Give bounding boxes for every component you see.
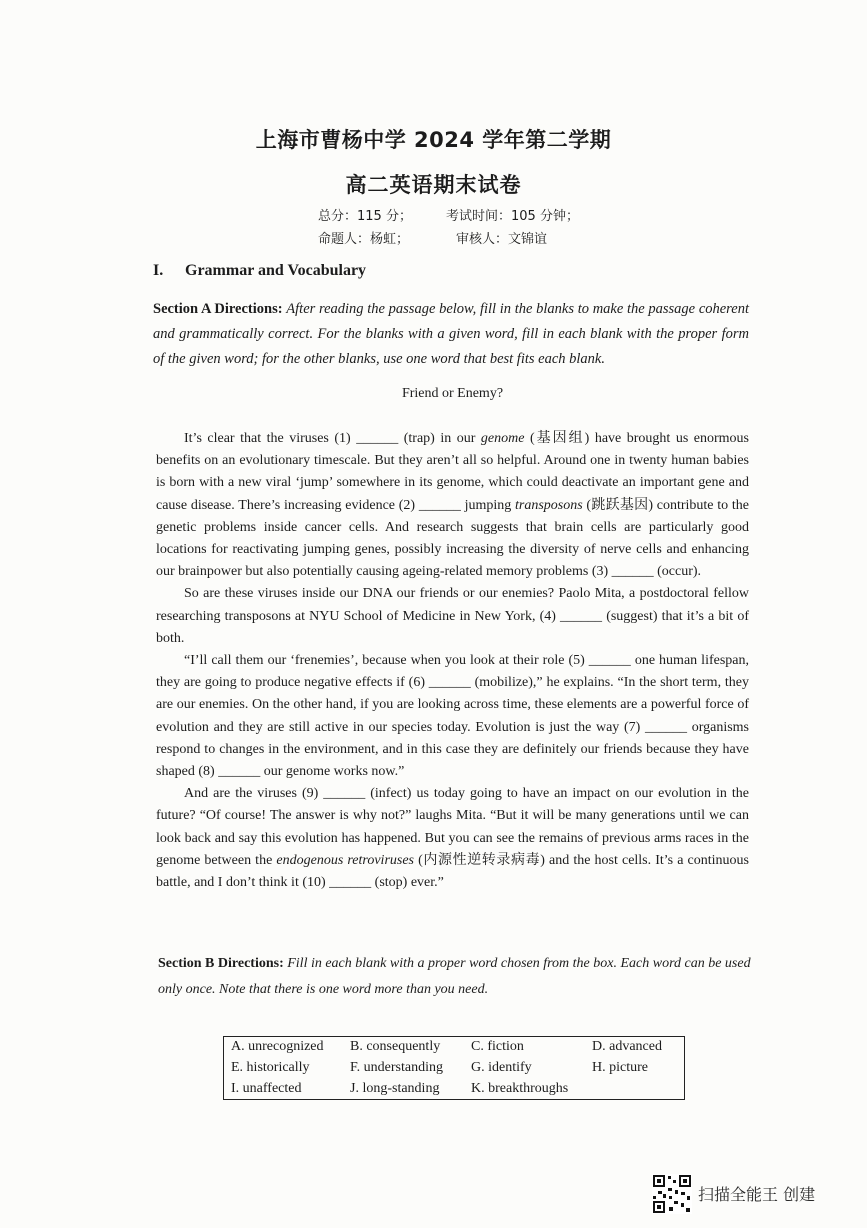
passage-title: Friend or Enemy?	[401, 386, 504, 401]
passage-text: (跳跃基因) contribute to the genetic problems inside cancer cells. And research suggests that brain cells are particularly good locations for reactivating jumping genes, possibly increasing the diversity of nerve cells and enhancing our brainpower but also potentially causing ageing-related memory problems (3) ______ (occur).	[156, 497, 749, 580]
section-b-label: Section B Directions:	[158, 956, 284, 971]
passage-term: transposons	[515, 497, 583, 513]
word-option: B. consequently	[350, 1039, 441, 1054]
passage-term: endogenous retroviruses	[276, 852, 414, 868]
word-box	[223, 1036, 685, 1100]
part-heading	[153, 262, 366, 280]
part-title: Grammar and Vocabulary	[185, 262, 367, 279]
section-a-label: Section A Directions:	[153, 301, 283, 317]
passage-paragraph	[156, 783, 749, 894]
qr-code-icon	[652, 1174, 692, 1214]
exam-author: 命题人：杨虹；	[318, 232, 410, 247]
word-option: K. breakthroughs	[471, 1081, 569, 1096]
word-option: C. fiction	[471, 1039, 524, 1054]
total-score: 总分：115 分；	[318, 209, 412, 224]
word-option: E. historically	[231, 1060, 310, 1075]
passage-text: It’s clear that the viruses (1) ______ (trap) in our	[184, 431, 481, 446]
section-b-text: Fill in each blank with a proper word chosen from the box. Each word can be used only once. Note that there is one word more than you need.	[158, 956, 751, 997]
word-option: G. identify	[471, 1060, 532, 1075]
section-a-text: After reading the passage below, fill in the blanks to make the passage coherent and grammatically correct. For the blanks with a given word, fill in each blank with the proper form of the given word; for the other blanks, use one word that best fits each blank.	[153, 301, 750, 367]
section-b-directions	[158, 951, 752, 1003]
word-option: D. advanced	[592, 1039, 662, 1054]
section-a-directions	[153, 297, 749, 372]
passage-body	[156, 428, 749, 894]
passage-paragraph: So are these viruses inside our DNA our friends or our enemies? Paolo Mita, a postdoctoral fellow researching transposons at NYU School of Medicine in New York, (4) ______ (suggest) that it’s a bit of both.	[156, 586, 749, 646]
part-number: I.	[153, 262, 164, 279]
word-option: A. unrecognized	[231, 1039, 324, 1054]
passage-text: (内源性逆转录病毒) and the host cells. It’s a continuous battle, and I don’t think it (10) ______ (stop) ever.”	[156, 852, 750, 891]
word-option: F. understanding	[350, 1060, 443, 1075]
passage-text: (基因组) have brought us enormous benefits on an evolutionary timescale. But they aren’t all so helpful. Around one in twenty human babies is born with a new viral ‘jump’ somewhere in its genome, which could deactivate an important gene and cause disease. There’s increasing evidence (2) ______ jumping	[156, 431, 750, 513]
exam-title: 上海市曹杨中学 2024 学年第二学期	[255, 128, 612, 152]
word-option: J. long-standing	[350, 1081, 440, 1096]
word-option: I. unaffected	[231, 1081, 302, 1096]
exam-reviewer: 审核人：文锦谊	[456, 232, 548, 247]
exam-time: 考试时间：105 分钟；	[446, 209, 579, 224]
passage-paragraph: “I’ll call them our ‘frenemies’, because when you look at their role (5) ______ one human lifespan, they are going to produce negative effects if (6) ______ (mobilize),” he explains. “In the short term, they are our enemies. On the other hand, if you are looking across time, these elements are a powerful force of evolution and they are still active in our species today. Evolution is just the way (7) ______ organisms respond to changes in the environment, and in this case they are definitely our friends because they have shaped (8) ______ our genome works now.”	[156, 653, 749, 780]
passage-text: And are the viruses (9) ______ (infect) us today going to have an impact on our evolution in the future? “Of course! The answer is why not?” laughs Mita. “But it will be many generations until we can look back and say this evolution has happened. But you can see the remains of previous arms races in the genome between the	[156, 786, 749, 868]
word-option: H. picture	[592, 1060, 648, 1075]
scanner-watermark: 扫描全能王 创建	[698, 1185, 816, 1204]
passage-paragraph	[156, 428, 749, 583]
exam-subtitle: 高二英语期末试卷	[345, 173, 522, 197]
passage-term: genome	[480, 431, 525, 446]
